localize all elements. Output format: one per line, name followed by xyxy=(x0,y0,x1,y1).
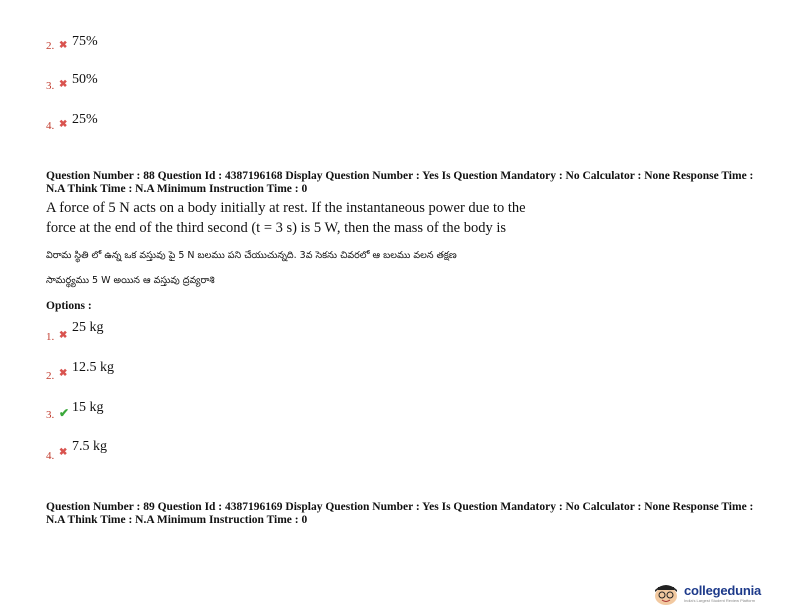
mascot-icon xyxy=(652,582,680,606)
option-number: 2. xyxy=(46,370,55,382)
wrong-icon: ✖ xyxy=(59,368,68,379)
collegedunia-logo xyxy=(652,582,786,606)
question-text-line-1: A force of 5 N acts on a body initially at rest. If the instantaneous power due to the xyxy=(46,200,526,216)
wrong-icon: ✖ xyxy=(59,447,68,458)
option-number: 3. xyxy=(46,409,55,421)
option-value: 25% xyxy=(72,112,98,127)
option-number: 3. xyxy=(46,80,55,92)
telugu-text-line-1: విరామ స్థితి లో ఉన్న ఒక వస్తువు పై 5 N బలము పని చేయుచున్నది. 3వ సెకను చివరలో ఆ బలము వలన తక్షణ xyxy=(46,250,457,261)
brand-tagline: India's Largest Student Review Platform xyxy=(684,598,756,603)
options-label: Options : xyxy=(46,300,92,312)
option-value: 12.5 kg xyxy=(72,360,114,375)
check-icon: ✔ xyxy=(59,406,70,420)
option-number: 4. xyxy=(46,120,55,132)
brand-name: collegedunia xyxy=(684,583,762,598)
telugu-text-line-2: సామర్థ్యము 5 W అయిన ఆ వస్తువు ద్రవ్యరాశి xyxy=(46,275,215,286)
option-number: 2. xyxy=(46,40,55,52)
wrong-icon: ✖ xyxy=(59,119,68,130)
question-88-header: Question Number : 88 Question Id : 4387196168 Display Question Number : Yes Is Question Mandatory : No Calculator : None Response Time : N.A Think Time : N.A Minimum Instruction Time : 0 xyxy=(46,170,754,195)
option-value: 15 kg xyxy=(72,400,104,415)
option-number: 4. xyxy=(46,450,55,462)
question-text-line-2: force at the end of the third second (t = 3 s) is 5 W, then the mass of the body is xyxy=(46,220,506,236)
option-number: 1. xyxy=(46,331,55,343)
option-value: 50% xyxy=(72,72,98,87)
question-89-header: Question Number : 89 Question Id : 4387196169 Display Question Number : Yes Is Question Mandatory : No Calculator : None Response Time : N.A Think Time : N.A Minimum Instruction Time : 0 xyxy=(46,501,754,526)
option-value: 7.5 kg xyxy=(72,439,107,454)
option-value: 25 kg xyxy=(72,320,104,335)
wrong-icon: ✖ xyxy=(59,79,68,90)
option-value: 75% xyxy=(72,34,98,49)
wrong-icon: ✖ xyxy=(59,330,68,341)
wrong-icon: ✖ xyxy=(59,40,68,51)
